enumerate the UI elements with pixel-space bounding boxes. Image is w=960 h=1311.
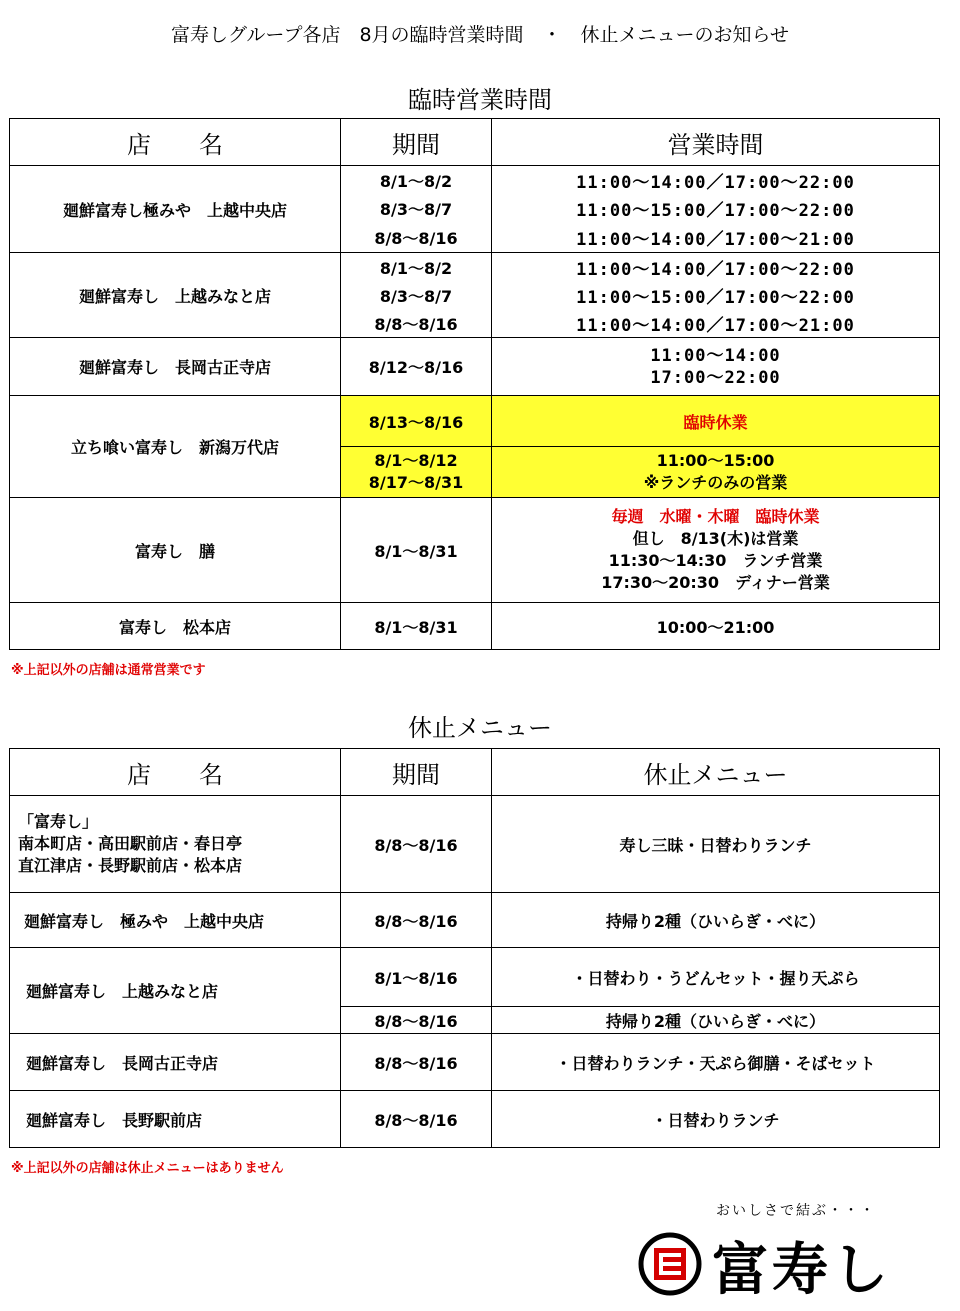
table-row xyxy=(10,166,940,195)
store-name-line: 「富寿し」 xyxy=(18,812,99,831)
hours-header-row xyxy=(10,119,940,166)
header-menu: 休止メニュー xyxy=(492,749,940,796)
header-store-name: 店 名 xyxy=(10,119,341,166)
store-name xyxy=(10,796,341,893)
hours-cell: 10:00〜21:00 xyxy=(492,603,940,650)
hours-cell: 11:00〜14:00／17:00〜21:00 xyxy=(492,309,940,338)
menu-cell: 寿し三昧・日替わりランチ xyxy=(492,796,940,893)
period-cell: 8/8〜8/16 xyxy=(341,223,492,252)
page-title: 富寿しグループ各店 8月の臨時営業時間 ・ 休止メニューのお知らせ xyxy=(170,24,789,46)
closed-notice: 毎週 水曜・木曜 臨時休業 xyxy=(611,507,820,526)
store-name-line: 南本町店・高田駅前店・春日亭 xyxy=(18,834,243,853)
logo-brand-text: 富寿し xyxy=(712,1237,892,1303)
period-cell: 8/1〜8/31 xyxy=(341,603,492,650)
hours-cell xyxy=(492,498,940,603)
period-cell: 8/8〜8/16 xyxy=(341,1007,492,1034)
period-cell: 8/1〜8/16 xyxy=(341,948,492,1007)
store-name: 廻鮮富寿し 長野駅前店 xyxy=(10,1091,341,1148)
period-cell: 8/12〜8/16 xyxy=(341,338,492,396)
table-row xyxy=(10,948,940,1007)
table-row xyxy=(10,338,940,396)
period-cell: 8/1〜8/31 xyxy=(341,498,492,603)
table-row xyxy=(10,498,940,603)
hours-line: 但し 8/13(木)は営業 xyxy=(632,529,799,548)
store-name: 富寿し 膳 xyxy=(10,498,341,603)
period-cell: 8/8〜8/16 xyxy=(341,796,492,893)
menu-note: ※上記以外の店舗は休止メニューはありません xyxy=(11,1161,284,1176)
brand-logo xyxy=(636,1196,916,1301)
store-name: 廻鮮富寿し 長岡古正寺店 xyxy=(10,1034,341,1091)
hours-cell xyxy=(492,338,940,396)
logo-tagline: おいしさで結ぶ・・・ xyxy=(716,1203,876,1219)
store-name: 富寿し 松本店 xyxy=(10,603,341,650)
store-name: 廻鮮富寿し極みや 上越中央店 xyxy=(10,166,341,253)
store-name-line: 直江津店・長野駅前店・松本店 xyxy=(18,856,243,875)
hours-cell: 11:00〜14:00／17:00〜21:00 xyxy=(492,223,940,252)
menu-cell: ・日替わり・うどんセット・握り天ぷら xyxy=(492,948,940,1007)
table-row xyxy=(10,396,940,447)
header-store-name: 店 名 xyxy=(10,749,341,796)
store-name: 廻鮮富寿し 長岡古正寺店 xyxy=(10,338,341,396)
period-cell: 8/8〜8/16 xyxy=(341,309,492,338)
menu-cell: ・日替わりランチ xyxy=(492,1091,940,1148)
period-cell: 8/8〜8/16 xyxy=(341,1091,492,1148)
hours-cell: 11:00〜14:00／17:00〜22:00 xyxy=(492,166,940,195)
period-cell: 8/8〜8/16 xyxy=(341,1034,492,1091)
header-period: 期間 xyxy=(341,119,492,166)
hours-line: 17:30〜20:30 ディナー営業 xyxy=(601,573,830,592)
period-cell: 8/3〜8/7 xyxy=(341,281,492,309)
table-row xyxy=(10,1034,940,1091)
hours-cell: 11:00〜14:00／17:00〜22:00 xyxy=(492,253,940,282)
hours-table xyxy=(9,118,940,650)
period-cell: 8/1〜8/2 xyxy=(341,253,492,282)
header-period: 期間 xyxy=(341,749,492,796)
menu-cell: 持帰り2種（ひいらぎ・べに） xyxy=(492,1007,940,1034)
hours-cell-closed: 臨時休業 xyxy=(492,396,940,447)
hours-line: 11:00〜15:00 xyxy=(656,451,775,470)
table-row xyxy=(10,796,940,893)
period-cell: 8/1〜8/2 xyxy=(341,166,492,195)
hours-section-title: 臨時営業時間 xyxy=(408,86,552,114)
hours-note: ※上記以外の店舗は通常営業です xyxy=(11,663,206,678)
period-cell: 8/13〜8/16 xyxy=(341,396,492,447)
store-name: 廻鮮富寿し 上越みなと店 xyxy=(10,948,341,1034)
period-cell: 8/3〜8/7 xyxy=(341,195,492,224)
menu-section-title: 休止メニュー xyxy=(408,714,552,742)
hours-line: 11:30〜14:30 ランチ営業 xyxy=(608,551,823,570)
menu-table xyxy=(9,748,940,1148)
hours-line: ※ランチのみの営業 xyxy=(643,473,788,492)
store-name: 立ち喰い富寿し 新潟万代店 xyxy=(10,396,341,498)
hours-cell xyxy=(492,447,940,498)
period-line: 8/17〜8/31 xyxy=(368,473,464,492)
period-cell xyxy=(341,447,492,498)
menu-header-row xyxy=(10,749,940,796)
hours-cell: 11:00〜15:00／17:00〜22:00 xyxy=(492,281,940,309)
hours-cell: 11:00〜15:00／17:00〜22:00 xyxy=(492,195,940,224)
period-cell: 8/8〜8/16 xyxy=(341,893,492,948)
table-row xyxy=(10,253,940,282)
table-row xyxy=(10,603,940,650)
table-row xyxy=(10,893,940,948)
table-row xyxy=(10,1091,940,1148)
brand-mark-icon xyxy=(638,1232,702,1296)
menu-cell: 持帰り2種（ひいらぎ・べに） xyxy=(492,893,940,948)
hours-line: 11:00〜14:00 xyxy=(650,345,781,366)
period-line: 8/1〜8/12 xyxy=(374,451,458,470)
store-name: 廻鮮富寿し 極みや 上越中央店 xyxy=(10,893,341,948)
menu-cell: ・日替わりランチ・天ぷら御膳・そばセット xyxy=(492,1034,940,1091)
header-hours: 営業時間 xyxy=(492,119,940,166)
hours-line: 17:00〜22:00 xyxy=(650,367,781,388)
store-name: 廻鮮富寿し 上越みなと店 xyxy=(10,253,341,338)
